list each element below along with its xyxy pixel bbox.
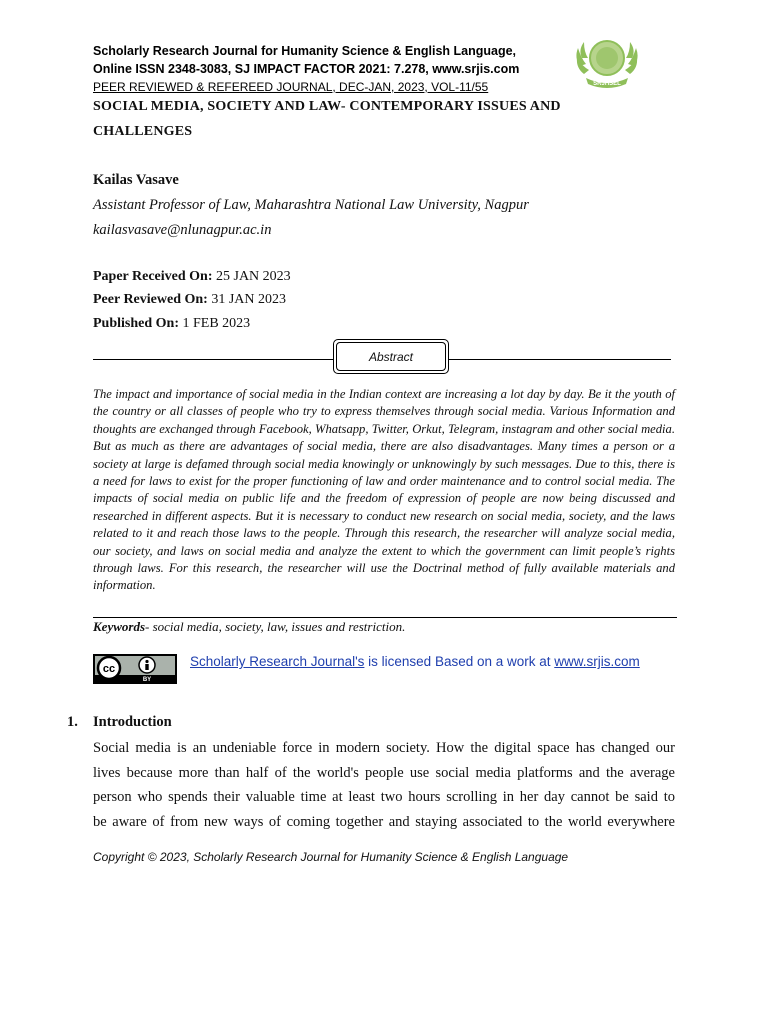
abstract-rule-right [449,359,671,360]
section-heading [67,714,172,731]
published-label: Published On: [93,316,179,331]
issn-line: Online ISSN 2348-3083, SJ IMPACT FACTOR 2021: 7.278, www.srjis.com [93,62,520,76]
journal-license-link[interactable]: Scholarly Research Journal's [190,654,365,669]
license-statement [190,654,640,669]
received-label: Paper Received On: [93,269,213,284]
journal-name: Scholarly Research Journal for Humanity Science & English Language, [93,44,517,58]
body-line: lives because more than half of the world's people use social media platforms and the average [93,764,675,781]
author-name: Kailas Vasave [93,172,179,188]
body-line: be aware of from new ways of coming together and staying associated to the world everywhere [93,813,675,830]
by-text: BY [142,677,152,683]
reviewed-value: 31 JAN 2023 [211,292,286,307]
abstract-rule-left [93,359,333,360]
seal-text: SRJHSEL [593,81,621,87]
author-email: kailasvasave@nlunagpur.ac.in [93,222,272,238]
keywords-label: Keywords [93,619,145,634]
paper-title: SOCIAL MEDIA, SOCIETY AND LAW- CONTEMPORARY ISSUES AND CHALLENGES [93,99,561,139]
keywords [93,619,405,635]
license-middle-text: is licensed Based on a work at [364,654,555,669]
reviewed-label: Peer Reviewed On: [93,292,208,307]
published-value: 1 FEB 2023 [182,316,251,331]
keywords-rule [93,617,677,618]
published-date [93,316,250,332]
abstract-label: Abstract [336,342,446,371]
author-affiliation: Assistant Professor of Law, Maharashtra National Law University, Nagpur [93,197,529,213]
copyright-footer: Copyright © 2023, Scholarly Research Journal for Humanity Science & English Language [93,850,569,864]
keywords-value: - social media, society, law, issues and restriction. [145,619,406,634]
body-line: Social media is an undeniable force in modern society. How the digital space has changed our [93,740,675,756]
abstract-text: The impact and importance of social media in the Indian context are increasing a lot day by day. Be it the youth of the country or all classes of people who try to express themselves through social media. Various Information and thoughts are exchanged through Facebook, Whatsapp, Twitter, Orkut, Telegram, instagram and other social media. But as much as there are advantages of social media, there are also disadvantages. Many times a person or a society at large is defamed through social media knowingly or unknowingly by such messages. Due to this, there is a need for laws to exist for the proper functioning of law and order maintenance and to control social media. The impacts of social media on public life and the freedom of expression of people are now being discussed and researched in different aspects. But it is necessary to conduct new research on social media, society, and the laws related to it and reach those laws to the people. Through this research, the researcher will analyze social media, our society, and laws on social media and analyze the extent to which the government can limit people’s rights through laws. For this research, the researcher will use the Doctrinal method of fully available materials and information. [93,387,675,593]
journal-seal-logo [572,28,642,98]
introduction-body [93,736,675,834]
section-number: 1. [67,714,78,730]
reviewed-date [93,292,286,308]
abstract-label-box [333,339,449,374]
body-line: person who spends their valuable time at least two hours scrolling in her day cannot be said to [93,789,675,806]
received-date [93,269,291,285]
section-title: Introduction [93,714,172,730]
cc-text: cc [102,663,116,675]
srjis-site-link[interactable]: www.srjis.com [554,654,640,669]
peer-reviewed-line: PEER REVIEWED & REFEREED JOURNAL, DEC-JAN, 2023, VOL-11/55 [93,80,489,94]
cc-by-badge [93,654,177,684]
received-value: 25 JAN 2023 [216,269,291,284]
